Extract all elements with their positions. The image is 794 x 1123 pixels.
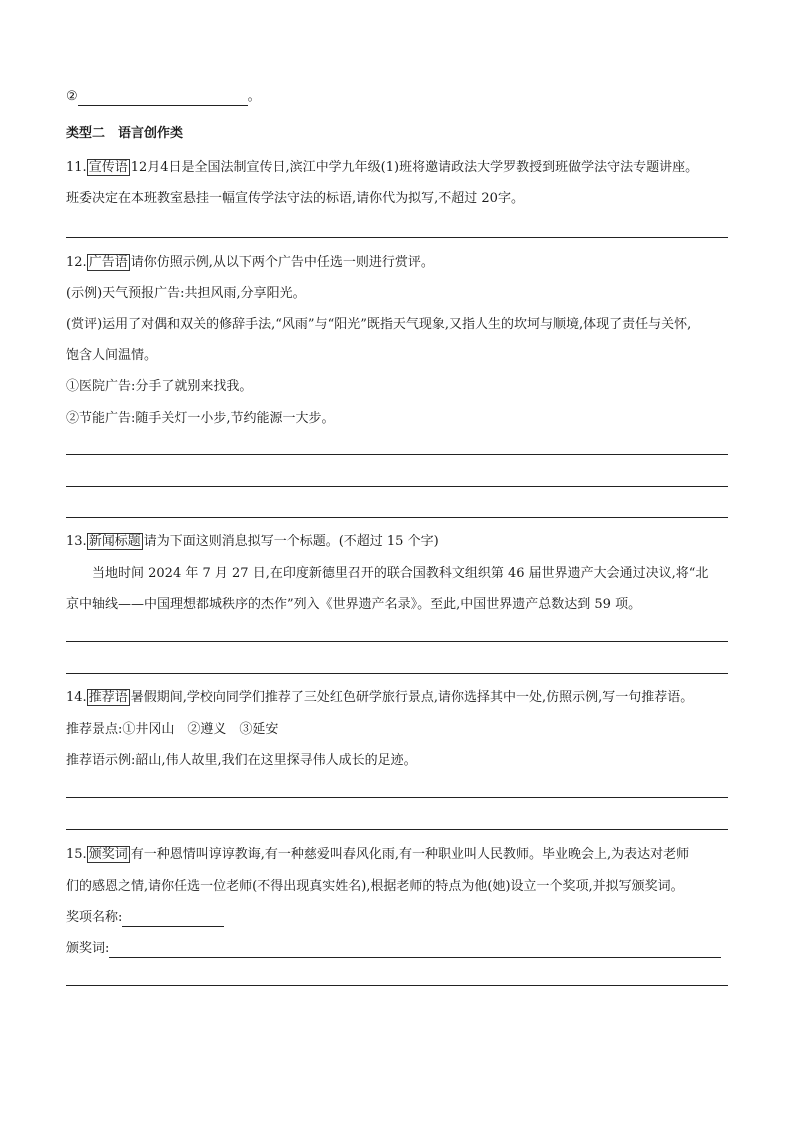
q15-speech-label: 颁奖词: — [66, 941, 110, 956]
q15-speech-row — [66, 940, 721, 958]
q12-answer-rule-3[interactable] — [66, 517, 728, 518]
q13-number: 13. — [66, 534, 87, 549]
q12-tag-box: 广告语 — [88, 255, 128, 270]
q11-tag-box: 宣传语 — [88, 160, 128, 175]
q15-award-blank[interactable] — [122, 912, 224, 927]
q13-answer-rule-1[interactable] — [66, 641, 728, 642]
q14-number: 14. — [66, 690, 87, 705]
q13-answer-rule-2[interactable] — [66, 673, 728, 674]
q12-text-1: 请你仿照示例,从以下两个广告中任选一则进行赏评。 — [130, 255, 434, 270]
q15-text-1: 有一种恩情叫谆谆教诲,有一种慈爱叫春风化雨,有一种职业叫人民教师。毕业晚会上,为表达对老师 — [130, 847, 690, 862]
q15-award-row — [66, 909, 224, 927]
section-title: 类型二 语言创作类 — [66, 126, 184, 141]
q10-answer-blank[interactable] — [78, 91, 248, 106]
q13-news-2: 京中轴线——中国理想都城秩序的杰作”列入《世界遗产名录》。至此,中国世界遗产总数达到 59 项。 — [66, 597, 642, 612]
q12-option-2: ②节能广告:随手关灯一小步,节约能源一大步。 — [66, 411, 335, 426]
q12-line-1 — [66, 254, 434, 272]
q14-text-1: 暑假期间,学校向同学们推荐了三处红色研学旅行景点,请你选择其中一处,仿照示例,写一句推荐语。 — [130, 690, 694, 705]
q14-example: 推荐语示例:韶山,伟人故里,我们在这里探寻伟人成长的足迹。 — [66, 753, 417, 768]
q13-news-1: 当地时间 2024 年 7 月 27 日,在印度新德里召开的联合国教科文组织第 46 届世界遗产大会通过决议,将“北 — [92, 566, 709, 581]
q12-comment-1: (赏评)运用了对偶和双关的修辞手法,“风雨”与“阳光”既指天气现象,又指人生的坎坷与顺境,体现了责任与关怀, — [66, 317, 692, 332]
q15-answer-rule[interactable] — [66, 985, 728, 986]
q12-example: (示例)天气预报广告:共担风雨,分享阳光。 — [66, 286, 306, 301]
q11-answer-rule[interactable] — [66, 237, 728, 238]
q11-text-1: 12月4日是全国法制宣传日,滨江中学九年级(1)班将邀请政法大学罗教授到班做学法守法专题讲座。 — [130, 160, 699, 175]
q14-spots: 推荐景点:①井冈山 ②遵义 ③延安 — [66, 722, 279, 737]
q15-line-2: 们的感恩之情,请你任选一位老师(不得出现真实姓名),根据老师的特点为他(她)设立一个奖项,并拟写颁奖词。 — [66, 879, 684, 894]
q10-answer-line — [66, 88, 261, 106]
q15-tag-box: 颁奖词 — [88, 847, 128, 862]
q11-line-1 — [66, 159, 698, 177]
q12-answer-rule-1[interactable] — [66, 454, 728, 455]
q13-tag-box: 新闻标题 — [88, 534, 141, 549]
q12-comment-2: 饱含人间温情。 — [66, 348, 158, 363]
q14-answer-rule-1[interactable] — [66, 797, 728, 798]
q13-line-1 — [66, 533, 439, 551]
q15-speech-blank[interactable] — [109, 943, 721, 958]
q10-period: 。 — [247, 89, 261, 104]
q14-line-1 — [66, 689, 693, 707]
q14-tag-box: 推荐语 — [88, 690, 128, 705]
q12-number: 12. — [66, 255, 87, 270]
q11-number: 11. — [66, 160, 87, 175]
q14-answer-rule-2[interactable] — [66, 829, 728, 830]
q12-option-1: ①医院广告:分手了就别来找我。 — [66, 379, 253, 394]
q10-number: ② — [66, 89, 78, 104]
q15-line-1 — [66, 846, 689, 864]
q15-number: 15. — [66, 847, 87, 862]
q13-text-1: 请为下面这则消息拟写一个标题。(不超过 15 个字) — [143, 534, 439, 549]
q11-line-2: 班委决定在本班教室悬挂一幅宣传学法守法的标语,请你代为拟写,不超过 20字。 — [66, 191, 524, 206]
q12-answer-rule-2[interactable] — [66, 486, 728, 487]
q15-award-label: 奖项名称: — [66, 910, 123, 925]
